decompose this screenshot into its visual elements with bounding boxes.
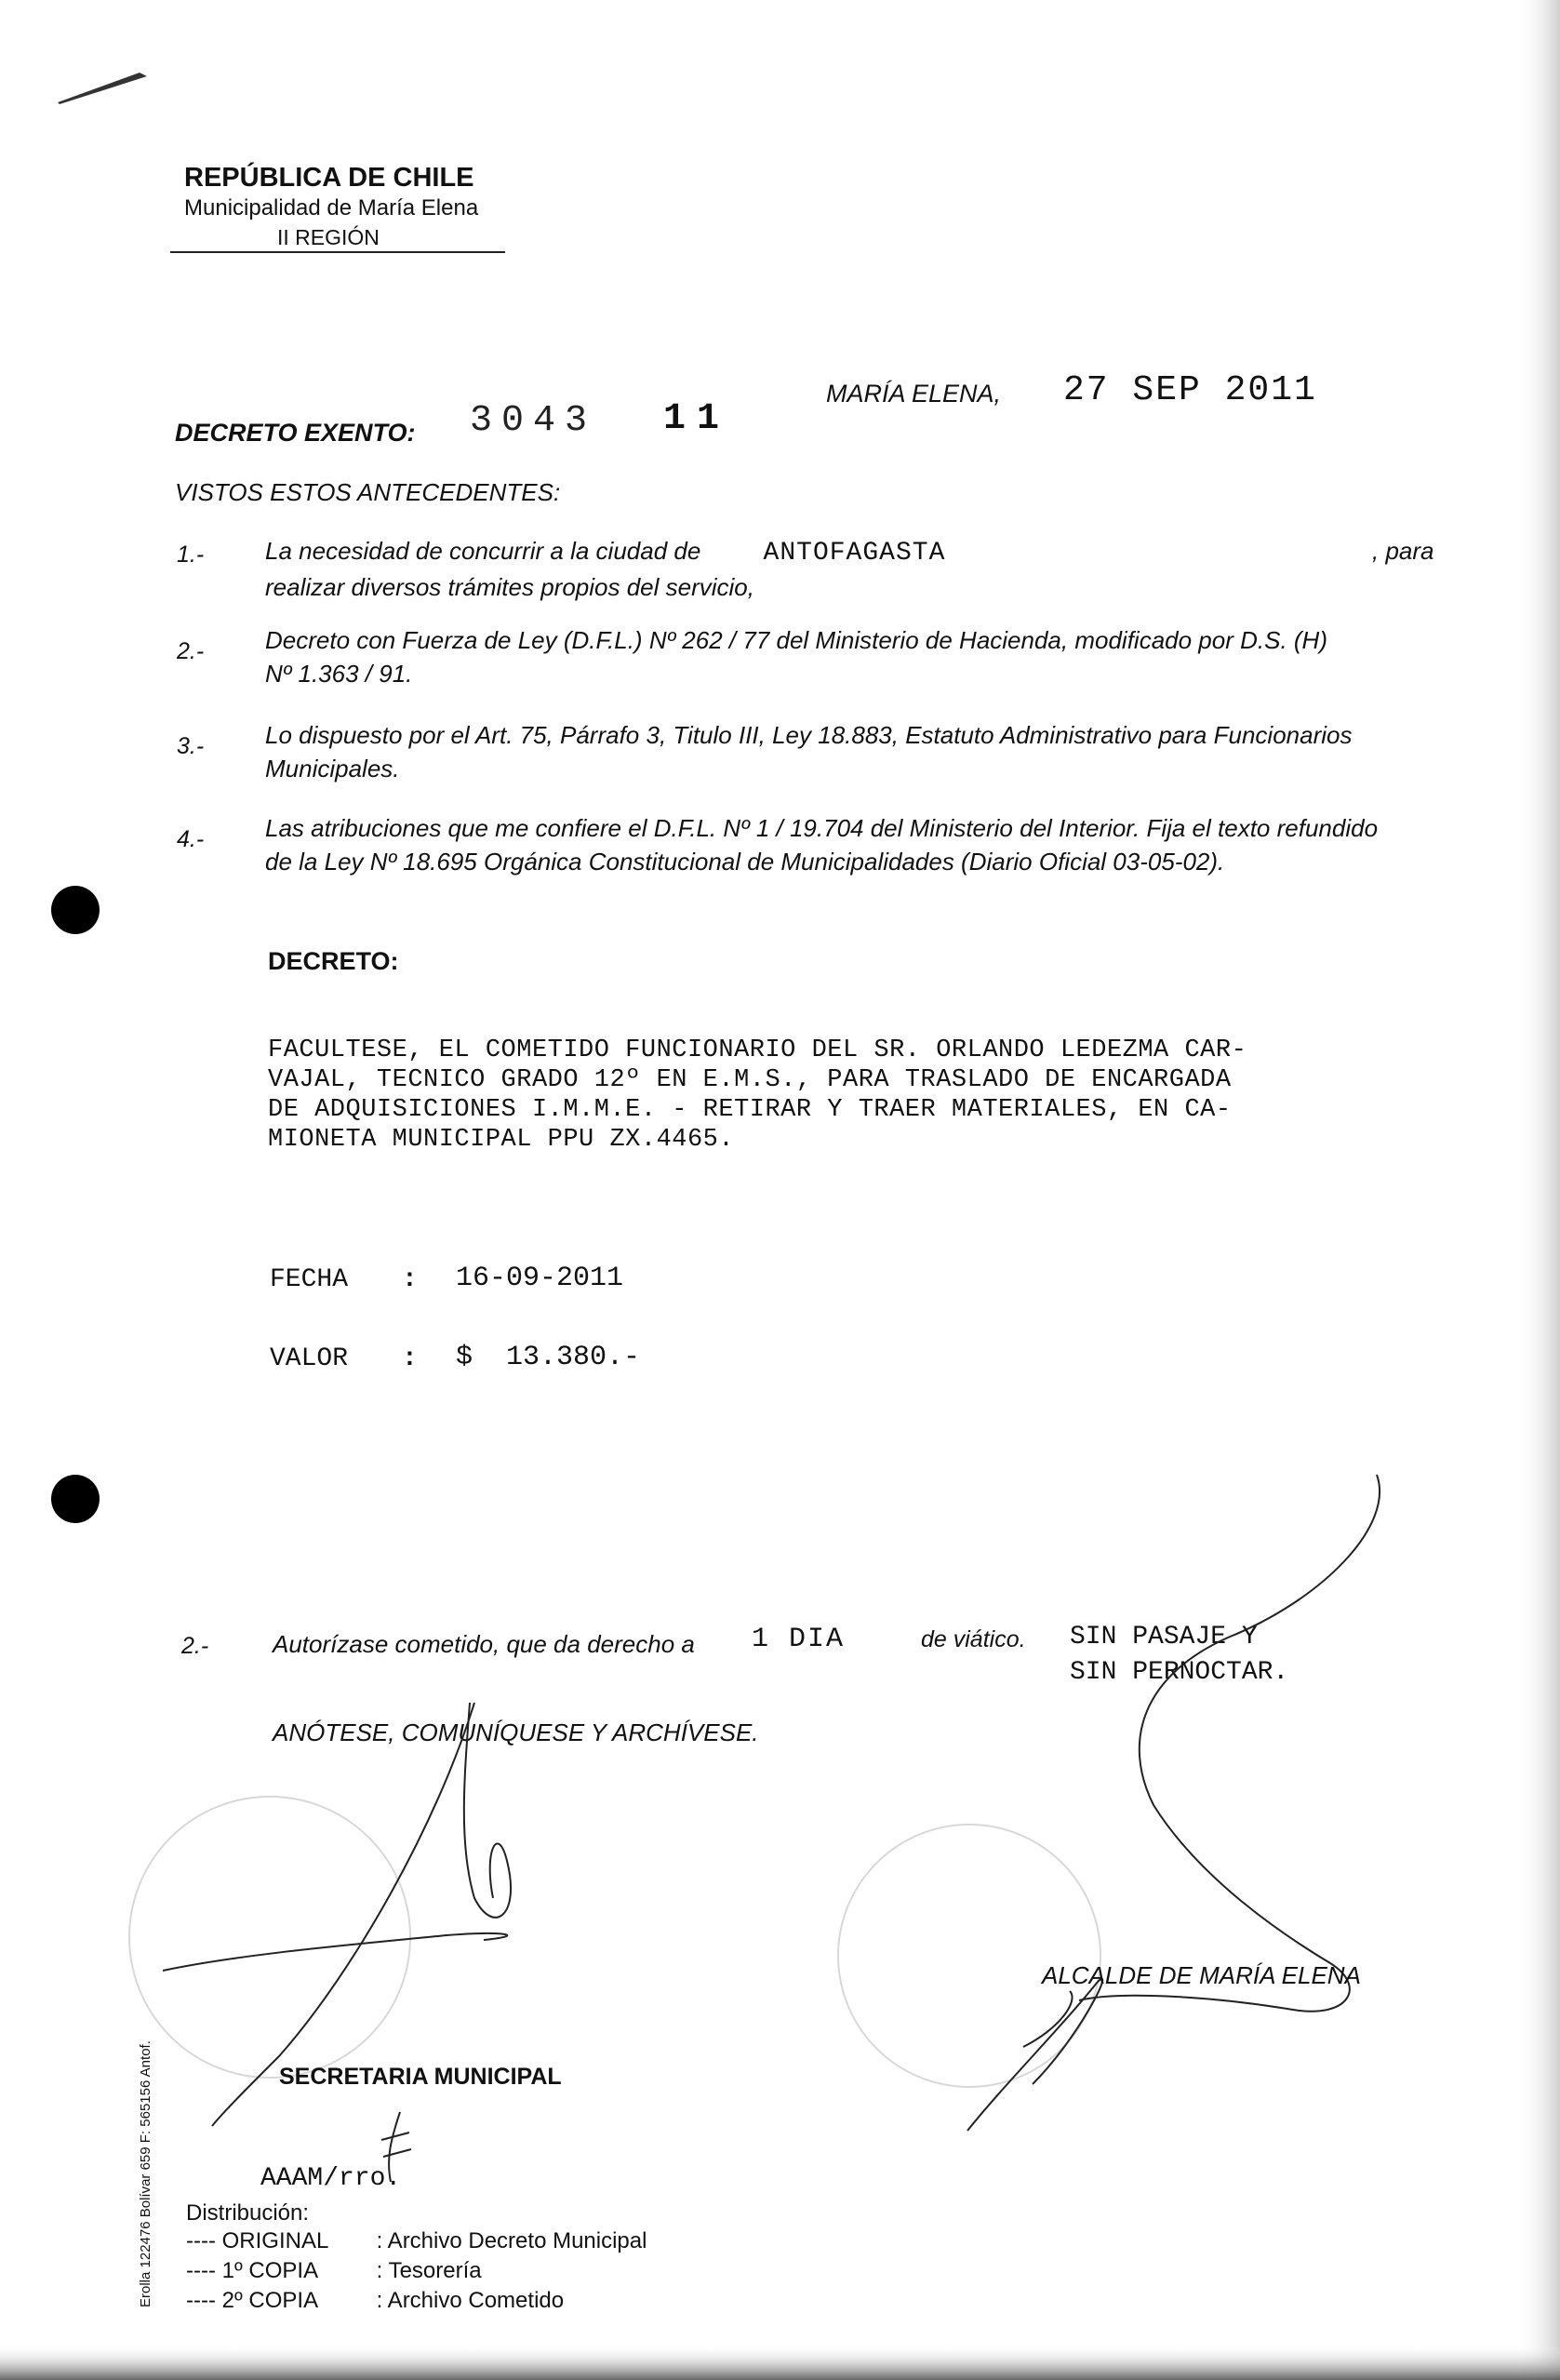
distribution-copy-3: ---- 2º COPIA [186,2288,319,2313]
auth-number: 2.- [181,1633,209,1659]
decreto-body-line-2: VAJAL, TECNICO GRADO 12º EN E.M.S., PARA TRASLADO DE ENCARGADA [268,1066,1232,1094]
distribution-dest-1: : Archivo Decreto Municipal [376,2228,647,2253]
initials: AAAM/rro. [260,2164,402,2193]
decreto-title: DECRETO: [268,947,399,975]
item-4-line1: Las atribuciones que me confiere el D.F.L. Nº 1 / 19.704 del Ministerio del Interior. Fija el texto refundido [265,814,1379,842]
item-1-line2: realizar diversos trámites propios del servicio, [265,573,754,601]
distribution-title: Distribución: [186,2200,310,2226]
header-municipality: Municipalidad de María Elena [184,195,479,221]
mayor-signature [967,1475,1380,2131]
decree-year: 11 [663,398,731,440]
closing-phrase: ANÓTESE, COMUNÍQUESE Y ARCHÍVESE. [273,1718,759,1746]
item-1-number: 1.- [177,542,205,568]
decreto-body-line-4: MIONETA MUNICIPAL PPU ZX.4465. [268,1126,735,1154]
distribution-dest-2: : Tesorería [376,2258,482,2283]
item-2-number: 2.- [177,638,205,664]
decreto-body-line-3: DE ADQUISICIONES I.M.M.E. - RETIRAR Y TRAER MATERIALES, EN CA- [268,1096,1232,1124]
auth-suffix: de viático. [921,1626,1026,1652]
distribution-copy-1: ---- ORIGINAL [186,2228,329,2253]
valor-value: $ 13.380.- [456,1342,641,1373]
auth-note-line-1: SIN PASAJE Y [1070,1623,1258,1651]
item-4-line2: de la Ley Nº 18.695 Orgánica Constitucional de Municipalidades (Diario Oficial 03-05-02). [265,848,1225,876]
decree-place: MARÍA ELENA, [826,380,1002,408]
item-3-line1: Lo dispuesto por el Art. 75, Párrafo 3, Titulo III, Ley 18.883, Estatuto Administrativo para Funcionarios [265,721,1353,749]
distribution-row-3 [186,2288,564,2314]
decree-date: 27 SEP 2011 [1063,370,1317,410]
item-1-city: ANTOFAGASTA [763,539,946,568]
fecha-label: FECHA [270,1265,349,1294]
valor-colon: : [402,1344,418,1373]
auth-note-line-2: SIN PERNOCTAR. [1070,1658,1289,1687]
valor-label: VALOR [270,1344,349,1373]
printer-note: Erolla 122476 Bolívar 659 F: 565156 Antof. [138,2040,153,2307]
item-3-line2: Municipales. [265,755,400,782]
item-3-number: 3.- [177,733,205,759]
secretary-title: SECRETARIA MUNICIPAL [279,2064,562,2090]
item-2-line1: Decreto con Fuerza de Ley (D.F.L.) Nº 262 / 77 del Ministerio de Hacienda, modificado por D.S. (H) [265,626,1327,654]
distribution-row-2 [186,2258,482,2284]
fecha-colon: : [402,1265,418,1294]
item-1-line1a: La necesidad de concurrir a la ciudad de [265,537,701,565]
item-4-number: 4.- [177,826,205,852]
header-country: REPÚBLICA DE CHILE [184,163,474,193]
decree-label: DECRETO EXENTO: [175,419,416,447]
item-1-line1b: , para [1372,537,1434,565]
distribution-dest-3: : Archivo Cometido [376,2288,565,2313]
mayor-title: ALCALDE DE MARÍA ELENA [1042,1961,1361,1989]
decree-number: 3043 [470,400,597,442]
header-region: II REGIÓN [277,225,380,249]
decreto-body-line-1: FACULTESE, EL COMETIDO FUNCIONARIO DEL SR. ORLANDO LEDEZMA CAR- [268,1036,1247,1064]
distribution-copy-2: ---- 1º COPIA [186,2258,319,2283]
vistos-title: VISTOS ESTOS ANTECEDENTES: [175,478,561,506]
secretary-signature [163,1703,511,2126]
fecha-value: 16-09-2011 [456,1263,624,1294]
item-2-line2: Nº 1.363 / 91. [265,660,413,688]
auth-text: Autorízase cometido, que da derecho a [273,1630,695,1658]
distribution-row-1 [186,2228,647,2254]
auth-days: 1 DIA [752,1624,846,1655]
